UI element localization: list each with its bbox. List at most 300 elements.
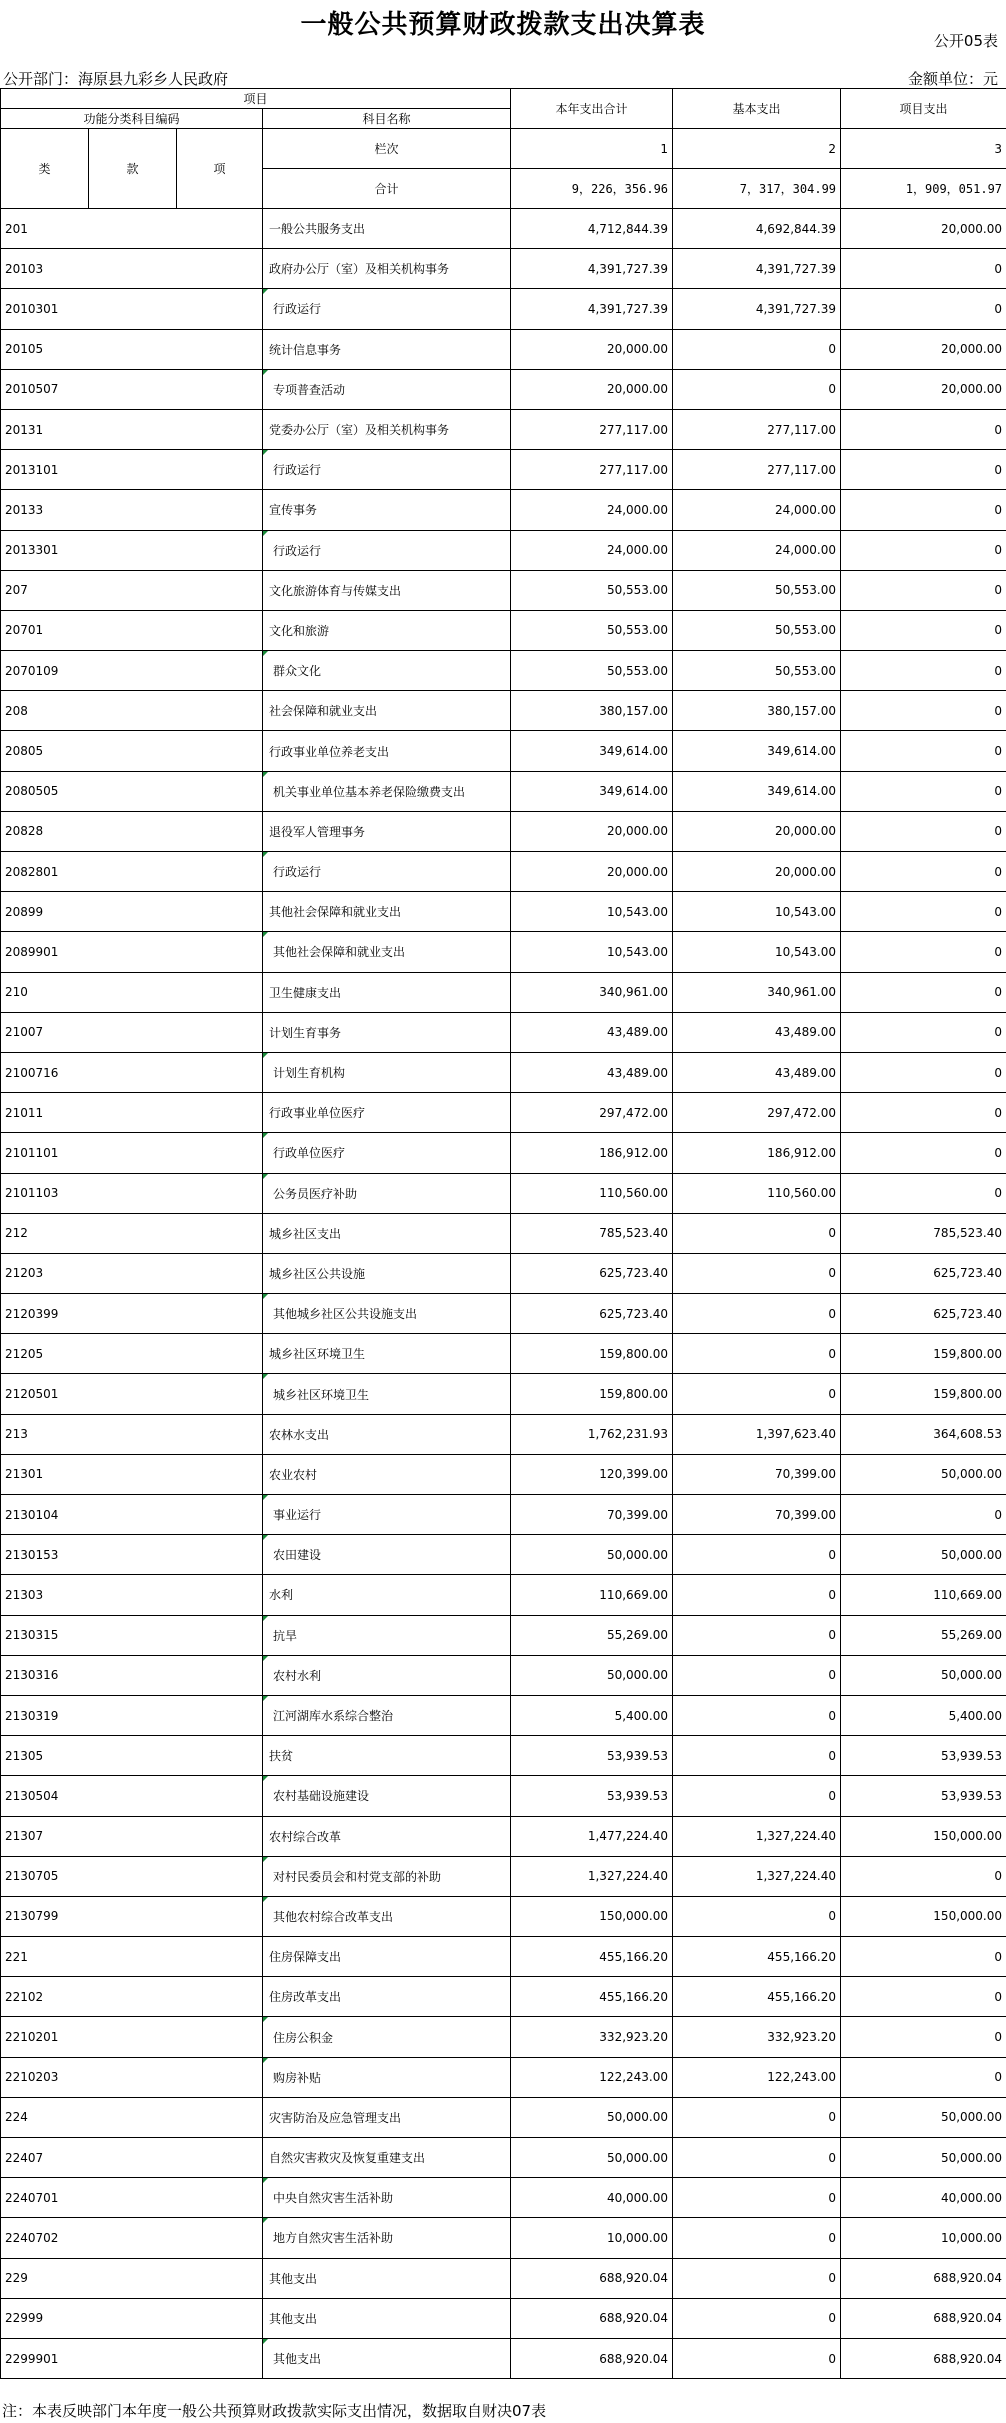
row-total: 10,000.00 <box>511 2218 673 2258</box>
row-code: 20131 <box>1 409 263 449</box>
row-code: 208 <box>1 691 263 731</box>
row-project: 0 <box>841 651 1006 691</box>
row-subject-name: 水利 <box>263 1575 511 1615</box>
row-basic: 0 <box>673 2218 841 2258</box>
table-row <box>1 2097 1006 2137</box>
department-label: 公开部门：海原县九彩乡人民政府 <box>3 70 229 88</box>
row-subject-name: 行政运行 <box>263 852 511 892</box>
row-basic: 20,000.00 <box>673 852 841 892</box>
header-kuan: 款 <box>89 129 177 209</box>
row-code: 2130153 <box>1 1535 263 1575</box>
row-basic: 10,543.00 <box>673 892 841 932</box>
row-basic: 4,692,844.39 <box>673 209 841 249</box>
header-subject-name: 科目名称 <box>263 109 511 129</box>
row-total: 4,712,844.39 <box>511 209 673 249</box>
row-project: 0 <box>841 892 1006 932</box>
row-subject-name: 抗旱 <box>263 1615 511 1655</box>
row-basic: 0 <box>673 329 841 369</box>
row-total: 785,523.40 <box>511 1213 673 1253</box>
table-row <box>1 1374 1006 1414</box>
row-subject-name: 其他支出 <box>263 2338 511 2378</box>
table-row <box>1 2338 1006 2378</box>
row-code: 20105 <box>1 329 263 369</box>
row-subject-name: 卫生健康支出 <box>263 972 511 1012</box>
table-row <box>1 1012 1006 1052</box>
row-total: 50,000.00 <box>511 1655 673 1695</box>
row-total: 24,000.00 <box>511 490 673 530</box>
row-total: 688,920.04 <box>511 2258 673 2298</box>
row-code: 21203 <box>1 1253 263 1293</box>
row-total: 150,000.00 <box>511 1896 673 1936</box>
row-total: 20,000.00 <box>511 329 673 369</box>
row-basic: 0 <box>673 1535 841 1575</box>
row-project: 0 <box>841 972 1006 1012</box>
row-project: 40,000.00 <box>841 2178 1006 2218</box>
row-project: 0 <box>841 731 1006 771</box>
row-subject-name: 江河湖库水系综合整治 <box>263 1695 511 1735</box>
row-subject-name: 自然灾害救灾及恢复重建支出 <box>263 2138 511 2178</box>
row-code: 21307 <box>1 1816 263 1856</box>
row-project: 55,269.00 <box>841 1615 1006 1655</box>
column-index-3: 3 <box>841 129 1006 169</box>
row-code: 221 <box>1 1937 263 1977</box>
row-subject-name: 行政事业单位医疗 <box>263 1093 511 1133</box>
row-project: 0 <box>841 249 1006 289</box>
table-row <box>1 691 1006 731</box>
row-subject-name: 公务员医疗补助 <box>263 1173 511 1213</box>
row-project: 150,000.00 <box>841 1896 1006 1936</box>
row-subject-name: 农村水利 <box>263 1655 511 1695</box>
row-code: 2120501 <box>1 1374 263 1414</box>
row-subject-name: 行政运行 <box>263 530 511 570</box>
row-project: 0 <box>841 1093 1006 1133</box>
row-total: 110,669.00 <box>511 1575 673 1615</box>
table-row <box>1 289 1006 329</box>
row-basic: 0 <box>673 1575 841 1615</box>
row-project: 50,000.00 <box>841 1535 1006 1575</box>
row-subject-name: 灾害防治及应急管理支出 <box>263 2097 511 2137</box>
form-number: 公开05表 <box>933 32 998 50</box>
table-row <box>1 1977 1006 2017</box>
row-code: 20899 <box>1 892 263 932</box>
row-basic: 277,117.00 <box>673 409 841 449</box>
row-project: 20,000.00 <box>841 209 1006 249</box>
total-label: 合计 <box>263 169 511 209</box>
expenditure-table <box>0 88 1006 2379</box>
row-code: 2101103 <box>1 1173 263 1213</box>
table-row <box>1 1816 1006 1856</box>
row-subject-name: 住房保障支出 <box>263 1937 511 1977</box>
row-basic: 24,000.00 <box>673 530 841 570</box>
row-subject-name: 统计信息事务 <box>263 329 511 369</box>
row-total: 380,157.00 <box>511 691 673 731</box>
row-code: 2130104 <box>1 1495 263 1535</box>
row-project: 50,000.00 <box>841 1655 1006 1695</box>
table-row <box>1 1535 1006 1575</box>
table-row <box>1 731 1006 771</box>
row-code: 224 <box>1 2097 263 2137</box>
table-row <box>1 2258 1006 2298</box>
row-basic: 0 <box>673 1896 841 1936</box>
row-basic: 0 <box>673 369 841 409</box>
row-total: 625,723.40 <box>511 1253 673 1293</box>
row-basic: 340,961.00 <box>673 972 841 1012</box>
table-row <box>1 450 1006 490</box>
row-total: 297,472.00 <box>511 1093 673 1133</box>
table-row <box>1 2017 1006 2057</box>
table-row <box>1 1334 1006 1374</box>
row-project: 364,608.53 <box>841 1414 1006 1454</box>
row-code: 2080505 <box>1 771 263 811</box>
header-func-code: 功能分类科目编码 <box>1 109 263 129</box>
row-project: 0 <box>841 2017 1006 2057</box>
row-subject-name: 城乡社区环境卫生 <box>263 1374 511 1414</box>
row-code: 2101101 <box>1 1133 263 1173</box>
row-basic: 0 <box>673 2178 841 2218</box>
row-total: 110,560.00 <box>511 1173 673 1213</box>
row-project: 688,920.04 <box>841 2338 1006 2378</box>
row-basic: 0 <box>673 1615 841 1655</box>
row-project: 0 <box>841 1495 1006 1535</box>
row-project: 0 <box>841 852 1006 892</box>
sum-project: 1，909，051.97 <box>841 169 1006 209</box>
row-subject-name: 宣传事务 <box>263 490 511 530</box>
row-subject-name: 机关事业单位基本养老保险缴费支出 <box>263 771 511 811</box>
row-basic: 0 <box>673 1253 841 1293</box>
header-item: 项目 <box>1 89 511 109</box>
row-code: 2210201 <box>1 2017 263 2057</box>
table-row <box>1 530 1006 570</box>
table-row <box>1 1655 1006 1695</box>
row-total: 455,166.20 <box>511 1937 673 1977</box>
header-xiang: 项 <box>177 129 263 209</box>
row-code: 2130319 <box>1 1695 263 1735</box>
table-row <box>1 409 1006 449</box>
row-basic: 0 <box>673 2258 841 2298</box>
row-total: 43,489.00 <box>511 1012 673 1052</box>
row-code: 207 <box>1 570 263 610</box>
row-total: 53,939.53 <box>511 1776 673 1816</box>
table-row <box>1 1414 1006 1454</box>
table-row <box>1 329 1006 369</box>
row-subject-name: 城乡社区支出 <box>263 1213 511 1253</box>
row-code: 229 <box>1 2258 263 2298</box>
row-project: 0 <box>841 1937 1006 1977</box>
row-project: 0 <box>841 1012 1006 1052</box>
row-total: 50,553.00 <box>511 570 673 610</box>
column-index-2: 2 <box>673 129 841 169</box>
sum-basic: 7，317，304.99 <box>673 169 841 209</box>
row-basic: 0 <box>673 1213 841 1253</box>
row-subject-name: 党委办公厅（室）及相关机构事务 <box>263 409 511 449</box>
row-subject-name: 文化旅游体育与传媒支出 <box>263 570 511 610</box>
column-index-1: 1 <box>511 129 673 169</box>
row-subject-name: 其他支出 <box>263 2298 511 2338</box>
row-project: 0 <box>841 1173 1006 1213</box>
row-project: 20,000.00 <box>841 369 1006 409</box>
table-row <box>1 490 1006 530</box>
row-basic: 1,397,623.40 <box>673 1414 841 1454</box>
row-subject-name: 城乡社区环境卫生 <box>263 1334 511 1374</box>
row-basic: 24,000.00 <box>673 490 841 530</box>
row-total: 20,000.00 <box>511 369 673 409</box>
table-row <box>1 2218 1006 2258</box>
row-project: 50,000.00 <box>841 2138 1006 2178</box>
table-row <box>1 972 1006 1012</box>
row-total: 1,477,224.40 <box>511 1816 673 1856</box>
row-code: 2010507 <box>1 369 263 409</box>
row-total: 24,000.00 <box>511 530 673 570</box>
row-subject-name: 政府办公厅（室）及相关机构事务 <box>263 249 511 289</box>
row-basic: 1,327,224.40 <box>673 1856 841 1896</box>
row-subject-name: 行政事业单位养老支出 <box>263 731 511 771</box>
row-basic: 0 <box>673 2298 841 2338</box>
row-project: 0 <box>841 2057 1006 2097</box>
table-row <box>1 932 1006 972</box>
row-subject-name: 计划生育事务 <box>263 1012 511 1052</box>
row-project: 785,523.40 <box>841 1213 1006 1253</box>
page-title: 一般公共预算财政拨款支出决算表 <box>300 10 706 40</box>
row-total: 455,166.20 <box>511 1977 673 2017</box>
row-subject-name: 群众文化 <box>263 651 511 691</box>
row-basic: 0 <box>673 1334 841 1374</box>
row-code: 2010301 <box>1 289 263 329</box>
row-code: 21305 <box>1 1736 263 1776</box>
table-row <box>1 1495 1006 1535</box>
row-total: 332,923.20 <box>511 2017 673 2057</box>
table-row <box>1 249 1006 289</box>
row-subject-name: 农村综合改革 <box>263 1816 511 1856</box>
row-project: 0 <box>841 409 1006 449</box>
row-subject-name: 农业农村 <box>263 1454 511 1494</box>
row-total: 340,961.00 <box>511 972 673 1012</box>
table-row <box>1 1695 1006 1735</box>
row-project: 0 <box>841 570 1006 610</box>
table-row <box>1 1052 1006 1092</box>
row-code: 20133 <box>1 490 263 530</box>
row-code: 21301 <box>1 1454 263 1494</box>
row-total: 20,000.00 <box>511 811 673 851</box>
row-subject-name: 对村民委员会和村党支部的补助 <box>263 1856 511 1896</box>
row-basic: 0 <box>673 2097 841 2137</box>
footnote: 注：本表反映部门本年度一般公共预算财政拨款实际支出情况，数据取自财决07表 <box>2 2402 547 2420</box>
table-row <box>1 1173 1006 1213</box>
row-total: 159,800.00 <box>511 1334 673 1374</box>
table-row <box>1 570 1006 610</box>
row-project: 0 <box>841 771 1006 811</box>
row-code: 20805 <box>1 731 263 771</box>
table-row <box>1 771 1006 811</box>
row-subject-name: 农村基础设施建设 <box>263 1776 511 1816</box>
table-row <box>1 2138 1006 2178</box>
row-code: 2082801 <box>1 852 263 892</box>
header-col-project: 项目支出 <box>841 89 1006 129</box>
row-total: 349,614.00 <box>511 731 673 771</box>
row-project: 53,939.53 <box>841 1776 1006 1816</box>
row-subject-name: 农林水支出 <box>263 1414 511 1454</box>
row-project: 625,723.40 <box>841 1253 1006 1293</box>
row-subject-name: 行政运行 <box>263 289 511 329</box>
row-code: 2013301 <box>1 530 263 570</box>
row-basic: 0 <box>673 1655 841 1695</box>
row-total: 50,000.00 <box>511 1535 673 1575</box>
header-col-total: 本年支出合计 <box>511 89 673 129</box>
row-basic: 0 <box>673 2338 841 2378</box>
row-subject-name: 其他社会保障和就业支出 <box>263 932 511 972</box>
row-project: 0 <box>841 450 1006 490</box>
row-total: 53,939.53 <box>511 1736 673 1776</box>
row-basic: 122,243.00 <box>673 2057 841 2097</box>
row-total: 50,000.00 <box>511 2097 673 2137</box>
row-basic: 4,391,727.39 <box>673 249 841 289</box>
row-code: 22102 <box>1 1977 263 2017</box>
row-project: 688,920.04 <box>841 2298 1006 2338</box>
row-basic: 50,553.00 <box>673 610 841 650</box>
table-row <box>1 209 1006 249</box>
row-basic: 349,614.00 <box>673 731 841 771</box>
row-subject-name: 行政运行 <box>263 450 511 490</box>
table-row <box>1 1454 1006 1494</box>
row-basic: 297,472.00 <box>673 1093 841 1133</box>
row-code: 2240702 <box>1 2218 263 2258</box>
row-project: 0 <box>841 289 1006 329</box>
row-basic: 50,553.00 <box>673 651 841 691</box>
row-code: 2130315 <box>1 1615 263 1655</box>
table-row <box>1 1856 1006 1896</box>
table-row <box>1 1294 1006 1334</box>
row-total: 349,614.00 <box>511 771 673 811</box>
row-total: 688,920.04 <box>511 2298 673 2338</box>
row-project: 150,000.00 <box>841 1816 1006 1856</box>
row-subject-name: 其他农村综合改革支出 <box>263 1896 511 1936</box>
row-code: 21205 <box>1 1334 263 1374</box>
row-code: 212 <box>1 1213 263 1253</box>
row-basic: 43,489.00 <box>673 1052 841 1092</box>
row-code: 201 <box>1 209 263 249</box>
row-project: 0 <box>841 490 1006 530</box>
row-subject-name: 中央自然灾害生活补助 <box>263 2178 511 2218</box>
row-project: 10,000.00 <box>841 2218 1006 2258</box>
row-subject-name: 文化和旅游 <box>263 610 511 650</box>
row-basic: 50,553.00 <box>673 570 841 610</box>
header-lei: 类 <box>1 129 89 209</box>
table-row <box>1 1575 1006 1615</box>
row-code: 2100716 <box>1 1052 263 1092</box>
row-total: 277,117.00 <box>511 409 673 449</box>
row-basic: 380,157.00 <box>673 691 841 731</box>
row-subject-name: 其他城乡社区公共设施支出 <box>263 1294 511 1334</box>
table-row <box>1 651 1006 691</box>
row-total: 55,269.00 <box>511 1615 673 1655</box>
row-code: 20701 <box>1 610 263 650</box>
row-basic: 0 <box>673 1776 841 1816</box>
row-basic: 1,327,224.40 <box>673 1816 841 1856</box>
row-code: 21007 <box>1 1012 263 1052</box>
row-project: 0 <box>841 1052 1006 1092</box>
row-project: 5,400.00 <box>841 1695 1006 1735</box>
row-project: 0 <box>841 1977 1006 2017</box>
row-total: 625,723.40 <box>511 1294 673 1334</box>
row-subject-name: 住房改革支出 <box>263 1977 511 2017</box>
row-project: 0 <box>841 530 1006 570</box>
row-project: 50,000.00 <box>841 1454 1006 1494</box>
table-row <box>1 1093 1006 1133</box>
row-project: 50,000.00 <box>841 2097 1006 2137</box>
row-basic: 10,543.00 <box>673 932 841 972</box>
row-total: 120,399.00 <box>511 1454 673 1494</box>
row-code: 210 <box>1 972 263 1012</box>
table-row <box>1 2178 1006 2218</box>
row-code: 2210203 <box>1 2057 263 2097</box>
row-subject-name: 一般公共服务支出 <box>263 209 511 249</box>
row-basic: 455,166.20 <box>673 1937 841 1977</box>
row-total: 43,489.00 <box>511 1052 673 1092</box>
row-code: 22999 <box>1 2298 263 2338</box>
row-project: 159,800.00 <box>841 1374 1006 1414</box>
row-total: 186,912.00 <box>511 1133 673 1173</box>
table-row <box>1 1133 1006 1173</box>
row-total: 688,920.04 <box>511 2338 673 2378</box>
table-row <box>1 892 1006 932</box>
row-project: 688,920.04 <box>841 2258 1006 2298</box>
row-code: 21303 <box>1 1575 263 1615</box>
table-row <box>1 852 1006 892</box>
row-basic: 0 <box>673 1736 841 1776</box>
row-total: 10,543.00 <box>511 892 673 932</box>
row-project: 0 <box>841 811 1006 851</box>
row-code: 2299901 <box>1 2338 263 2378</box>
row-code: 213 <box>1 1414 263 1454</box>
row-basic: 70,399.00 <box>673 1495 841 1535</box>
amount-unit-label: 金额单位：元 <box>907 70 998 88</box>
table-row <box>1 1937 1006 1977</box>
row-basic: 4,391,727.39 <box>673 289 841 329</box>
row-project: 0 <box>841 932 1006 972</box>
row-subject-name: 社会保障和就业支出 <box>263 691 511 731</box>
header-lanci: 栏次 <box>263 129 511 169</box>
row-subject-name: 住房公积金 <box>263 2017 511 2057</box>
row-project: 0 <box>841 610 1006 650</box>
row-total: 5,400.00 <box>511 1695 673 1735</box>
row-total: 40,000.00 <box>511 2178 673 2218</box>
row-subject-name: 行政单位医疗 <box>263 1133 511 1173</box>
table-row <box>1 2057 1006 2097</box>
table-row <box>1 1213 1006 1253</box>
row-total: 1,327,224.40 <box>511 1856 673 1896</box>
row-project: 625,723.40 <box>841 1294 1006 1334</box>
row-subject-name: 城乡社区公共设施 <box>263 1253 511 1293</box>
table-row <box>1 1253 1006 1293</box>
row-basic: 20,000.00 <box>673 811 841 851</box>
row-basic: 455,166.20 <box>673 1977 841 2017</box>
table-row <box>1 1776 1006 1816</box>
row-project: 0 <box>841 1133 1006 1173</box>
row-subject-name: 其他支出 <box>263 2258 511 2298</box>
table-row <box>1 811 1006 851</box>
row-code: 2130799 <box>1 1896 263 1936</box>
row-code: 22407 <box>1 2138 263 2178</box>
row-basic: 0 <box>673 1374 841 1414</box>
row-basic: 332,923.20 <box>673 2017 841 2057</box>
row-code: 2240701 <box>1 2178 263 2218</box>
row-code: 2070109 <box>1 651 263 691</box>
row-code: 21011 <box>1 1093 263 1133</box>
row-basic: 0 <box>673 1294 841 1334</box>
row-project: 0 <box>841 1856 1006 1896</box>
row-subject-name: 退役军人管理事务 <box>263 811 511 851</box>
row-code: 2130705 <box>1 1856 263 1896</box>
row-basic: 110,560.00 <box>673 1173 841 1213</box>
